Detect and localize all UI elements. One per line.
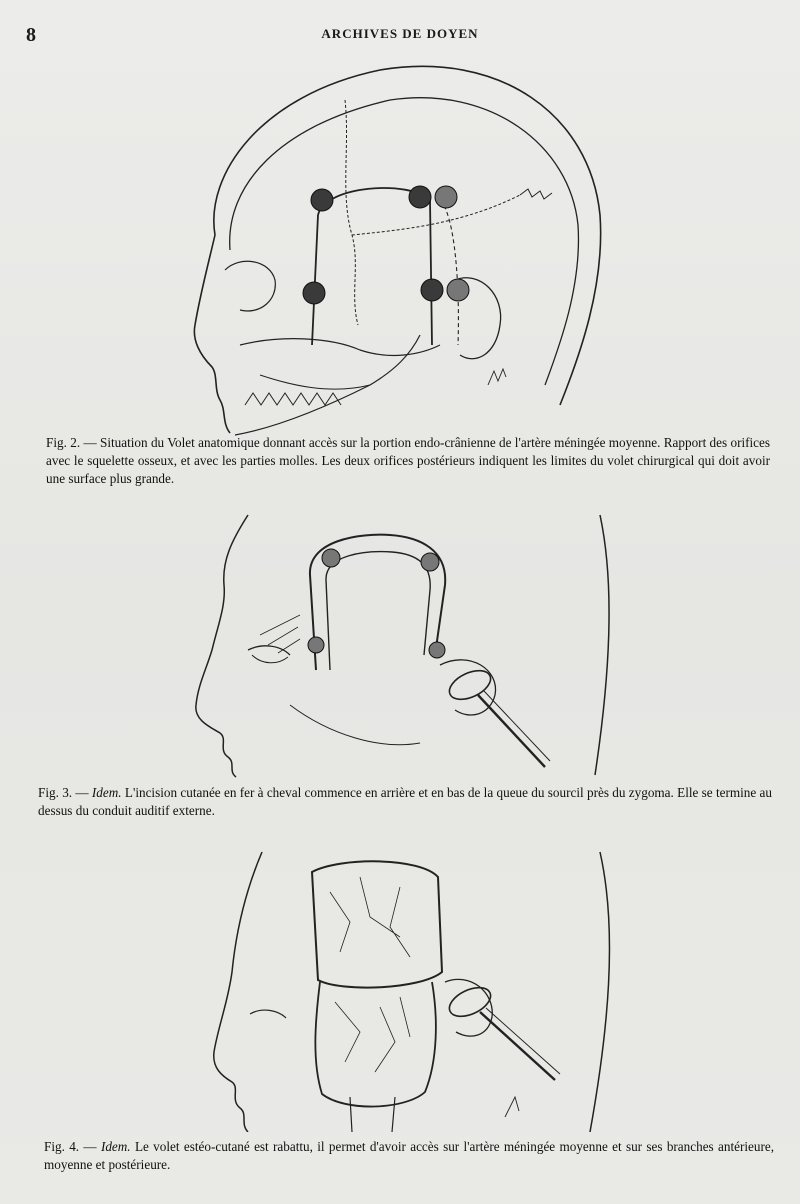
trephine-hole [447, 279, 469, 301]
figure-4-illustration [0, 832, 800, 1132]
trephine-hole [311, 189, 333, 211]
figure-3-caption [38, 784, 772, 820]
caption-text: Le volet estéo-cutané est rabattu, il permet d'avoir accès sur l'artère méningée moyenne et sur ses branches antérieure, moyenne et postérieure. [44, 1139, 775, 1172]
page-header [0, 24, 800, 50]
caption-idem: Idem. [100, 1139, 131, 1154]
figure-3-illustration [0, 505, 800, 780]
trephine-hole [409, 186, 431, 208]
trephine-hole [421, 279, 443, 301]
page-number: 8 [26, 24, 36, 46]
figure-2-caption [46, 434, 770, 488]
figure-2-illustration [0, 55, 800, 440]
caption-label: Fig. 2. — [46, 435, 97, 450]
trephine-hole [435, 186, 457, 208]
running-head: ARCHIVES DE DOYEN [321, 26, 479, 41]
figure-4-caption [44, 1138, 774, 1174]
caption-text: L'incision cutanée en fer à cheval commence en arrière et en bas de la queue du sourcil près du zygoma. Elle se termine au dessus du conduit auditif externe. [38, 785, 773, 818]
caption-idem: Idem. [91, 785, 122, 800]
flap-reflected-drawing [0, 832, 800, 1132]
skull-drawing [0, 55, 800, 440]
caption-label: Fig. 3. — [38, 785, 89, 800]
trephine-hole [303, 282, 325, 304]
caption-text: Situation du Volet anatomique donnant accès sur la portion endo-crânienne de l'artère méningée moyenne. Rapport des orifices avec le squelette osseux, et avec les parties molles. Les deux orifices postérieurs indiquent les limites du volet chirurgical qui doit avoir une surface plus grande. [46, 435, 771, 486]
caption-label: Fig. 4. — [44, 1139, 97, 1154]
head-profile-incision [0, 505, 800, 780]
